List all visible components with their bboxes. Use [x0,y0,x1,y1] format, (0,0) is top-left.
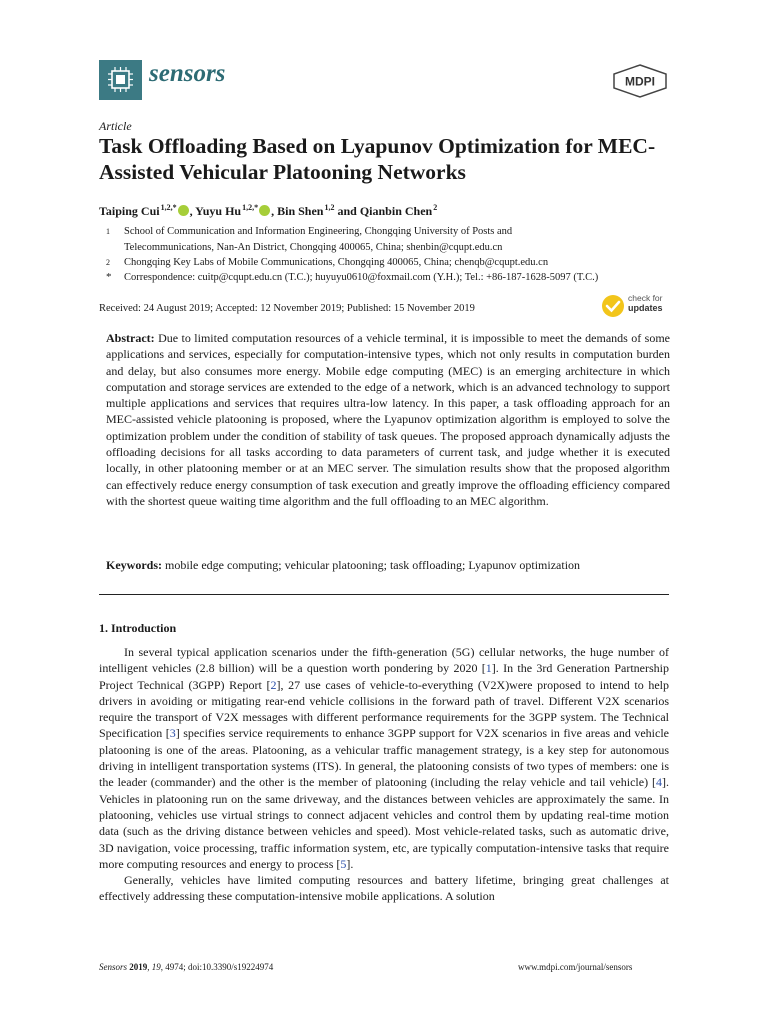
author-separator: and [337,204,357,218]
citation-link[interactable]: 2 [270,677,277,692]
mdpi-logo [612,64,668,98]
orcid-icon[interactable] [178,205,189,216]
footer-year: 2019 [129,962,148,972]
author-affiliation-mark: 1,2,* [160,203,177,212]
affiliation-text-line: Telecommunications, Nan-An District, Chongqing 400065, China; shenbin@cqupt.edu.cn [124,241,503,253]
footer-volume: 19 [151,962,161,972]
affiliation-mark: 2 [106,258,110,267]
paragraph [99,644,669,872]
author-list [99,203,437,219]
affiliation-text-line: Chongqing Key Labs of Mobile Communications, Chongqing 400065, China; chenqb@cqupt.edu.cn [124,257,549,268]
text-run: ]. In the 3rd Generation Partnership Project Technical (3GPP) Report [ [99,661,669,692]
citation-link[interactable]: 3 [169,726,176,741]
abstract [106,330,670,509]
check-updates-icon [601,294,625,318]
publisher-name: MDPI [625,74,655,89]
affiliation-2 [106,255,676,271]
abstract-text: Due to limited computation resources of a vehicle terminal, it is impossible to meet the demands of some applications and services, especially for computation-intensive types, which not only results in computation burden and delay, but also consumes more energy. Mobile edge computing (MEC) is an emerging architecture in which computation and storage services are extended to the edge of a network, which is an advanced technology to support multiple applications and services that requires ultra-low latency. In this paper, a task offloading approach for an MEC-assisted vehicle platooning is proposed, where the Lyapunov optimization algorithm is employed to solve the optimization problem under the condition of stability of task queues. The proposed approach dynamically adjusts the offloading decisions for all tasks according to data parameters of current task, and judge whether it is executed locally, in other platooning member or at an MEC server. The simulation results show that the proposed algorithm can effectively reduce energy consumption of task execution and greatly improve the offloading efficiency compared with the shortest queue waiting time algorithm and the full offloading to an MEC algorithm. [106,331,671,508]
text-run: ]. Vehicles in platooning run on the same driveway, and the distances between vehicles are approximately the same. In platooning, vehicles use virtual strings to connect adjacent vehicles and control them by updating real-time motion data (such as the driving distance between vehicles and speed). Most vehicle-related tasks, such as automatic drive, 3D navigation, voice processing, traffic information system, etc, are typically computation-intensive tasks that require more computing resources and energy to process [ [99,775,669,871]
text-run: In several typical application scenarios under the fifth-generation (5G) cellular networks, the huge number of intelligent vehicles (2.8 billion) will be a question worth pondering by 2020 [ [99,645,669,676]
footer-citation: Sensors 2019, 19, 4974; doi:10.3390/s19224974 [99,962,274,972]
author-name: Qianbin Chen [359,204,433,218]
section-heading: 1. Introduction [99,621,177,635]
section-body [99,644,669,905]
section-divider [99,594,669,595]
check-updates-line2: updates [628,303,663,313]
affiliation-mark: 1 [106,227,110,236]
correspondence-mark: * [106,271,112,283]
author-separator: , [189,204,193,218]
keywords-text: mobile edge computing; vehicular platooning; task offloading; Lyapunov optimization [165,558,581,572]
paragraph: Generally, vehicles have limited computing resources and battery lifetime, bringing great challenges at effectively addressing these computation-intensive mobile applications. A solution [99,873,669,904]
affiliation-1 [106,224,676,255]
author-affiliation-mark: 1,2,* [242,203,259,212]
citation-link[interactable]: 4 [656,775,662,790]
journal-logo [99,60,142,100]
citation-link[interactable]: 1 [485,661,492,676]
citation-link[interactable]: 5 [340,856,347,871]
orcid-icon[interactable] [259,205,270,216]
journal-name: sensors [149,60,226,87]
affiliation-text-line: Correspondence: cuitp@cqupt.edu.cn (T.C.); huyuyu0610@foxmail.com (Y.H.); Tel.: +86-187-1628-5097 (T.C.) [124,272,599,283]
author-name: Taiping Cui [99,204,160,218]
text-run: ], 27 use cases of vehicle-to-everything (V2X)were proposed to intend to help drivers in avoiding or mitigating rear-end vehicle collisions in the forward path of travel. Different V2X scenarios require the transport of V2X messages with different performance requirements for the 3GPP system. The Technical Specification [ [99,677,669,741]
author-name: Bin Shen [277,204,324,218]
footer-journal: Sensors [99,962,128,972]
keywords [106,558,670,573]
footer-url[interactable]: www.mdpi.com/journal/sensors [518,962,633,972]
check-updates-line1: check for [628,293,663,303]
affiliation-text-line: School of Communication and Information Engineering, Chongqing University of Posts and [124,226,513,237]
correspondence [106,270,676,286]
author-affiliation-mark: 1,2 [324,203,335,212]
footer-doi: , 4974; doi:10.3390/s19224974 [160,962,274,972]
paper-title: Task Offloading Based on Lyapunov Optimization for MEC-Assisted Vehicular Platooning Networks [99,134,656,184]
text-run: ]. [346,856,354,871]
author-separator: , [271,204,275,218]
keywords-label: Keywords: [106,558,162,572]
author-name: Yuyu Hu [195,204,242,218]
text-run: ] specifies service requirements to enhance 3GPP support for V2X scenarios in five areas and vehicle platooning is one of the areas. Platooning, as a vehicular traffic management strategy, is a key step for autonomous driving in intelligent transportation systems (ITS). In general, the platooning consists of two types of members: one is the leader (commander) and the other is the member of platooning (including the relay vehicle and tail vehicle) [ [99,726,669,790]
check-updates-badge[interactable] [601,292,671,320]
author-affiliation-mark: 2 [433,203,438,212]
abstract-label: Abstract: [106,331,155,345]
publication-dates: Received: 24 August 2019; Accepted: 12 November 2019; Published: 15 November 2019 [99,303,475,314]
article-type: Article [99,119,132,133]
